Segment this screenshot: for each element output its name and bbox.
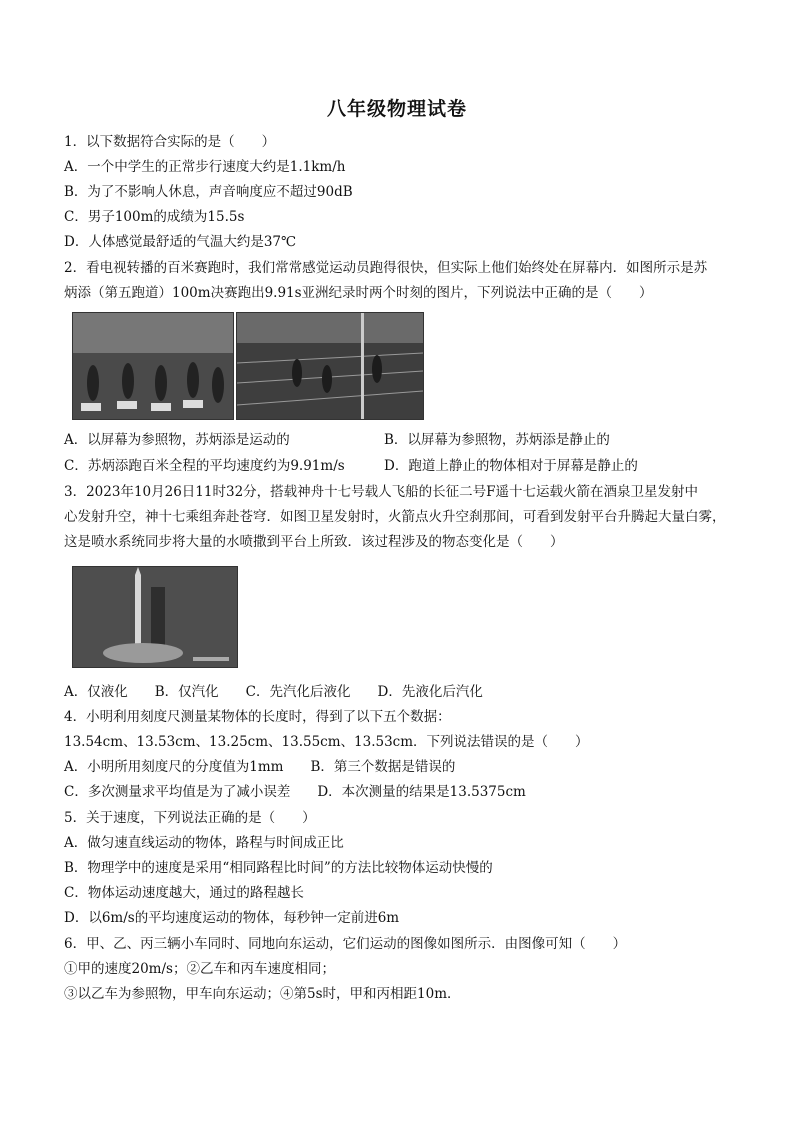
q4-options-cd: C．多次测量求平均值是为了减小误差 D．本次测量的结果是13.5375cm xyxy=(64,784,526,800)
q4-options-ab: A．小明所用刻度尺的分度值为1mm B．第三个数据是错误的 xyxy=(64,759,456,775)
sprint-photo-2 xyxy=(237,313,423,419)
q6-stem: 6．甲、乙、丙三辆小车同时、同地向东运动，它们运动的图像如图所示．由图像可知（ ） xyxy=(64,936,627,952)
exam-title: 八年级物理试卷 xyxy=(326,98,467,120)
q5-option-c: C．物体运动速度越大，通过的路程越长 xyxy=(64,885,304,901)
q5-option-a: A．做匀速直线运动的物体，路程与时间成正比 xyxy=(64,835,344,851)
q2-option-d: D．跑道上静止的物体相对于屏幕是静止的 xyxy=(384,458,638,474)
q2-photo-start xyxy=(72,312,234,420)
q4-stem-line2: 13.54cm、13.53cm、13.25cm、13.55cm、13.53cm．下列说法错误的是（ ） xyxy=(64,734,589,750)
q2-photo-finish xyxy=(236,312,424,420)
q3-stem-line2: 心发射升空，神十七乘组奔赴苍穹．如图卫星发射时，火箭点火升空刹那间，可看到发射平台升腾起大量白雾， xyxy=(64,509,726,525)
q2-stem-line2: 炳添（第五跑道）100m决赛跑出9.91s亚洲纪录时两个时刻的图片，下列说法中正确的是（ ） xyxy=(64,285,653,301)
q5-option-d: D．以6m/s的平均速度运动的物体，每秒钟一定前进6m xyxy=(64,910,400,926)
q2-option-a: A．以屏幕为参照物，苏炳添是运动的 xyxy=(64,432,290,448)
rocket-launch-photo xyxy=(73,567,237,667)
q5-option-b: B．物理学中的速度是采用“相同路程比时间”的方法比较物体运动快慢的 xyxy=(64,860,493,876)
q2-option-b: B．以屏幕为参照物，苏炳添是静止的 xyxy=(384,432,610,448)
q1-option-d: D．人体感觉最舒适的气温大约是37℃ xyxy=(64,234,297,250)
sprint-photo-1 xyxy=(73,313,233,419)
q2-option-c: C．苏炳添跑百米全程的平均速度约为9.91m/s xyxy=(64,458,345,474)
q1-option-b: B．为了不影响人休息，声音响度应不超过90dB xyxy=(64,184,353,200)
q4-stem-line1: 4．小明利用刻度尺测量某物体的长度时，得到了以下五个数据： xyxy=(64,709,451,725)
q3-stem-line1: 3．2023年10月26日11时32分，搭载神舟十七号载人飞船的长征二号F遥十七运载火箭在酒泉卫星发射中 xyxy=(64,484,699,500)
q6-statements-1-2: ①甲的速度20m/s；②乙车和丙车速度相同； xyxy=(64,961,335,977)
q3-photo-launch xyxy=(72,566,238,668)
q6-statements-3-4: ③以乙车为参照物，甲车向东运动；④第5s时，甲和丙相距10m． xyxy=(64,986,461,1002)
q3-options: A．仅液化 B．仅汽化 C．先汽化后液化 D．先液化后汽化 xyxy=(64,684,483,700)
q2-stem-line1: 2．看电视转播的百米赛跑时，我们常常感觉运动员跑得很快，但实际上他们始终处在屏幕内．如图所示是苏 xyxy=(64,260,708,276)
q1-stem: 1．以下数据符合实际的是（ ） xyxy=(64,134,276,150)
q1-option-a: A．一个中学生的正常步行速度大约是1.1km/h xyxy=(64,159,346,175)
q1-option-c: C．男子100m的成绩为15.5s xyxy=(64,209,245,225)
q5-stem: 5．关于速度，下列说法正确的是（ ） xyxy=(64,810,316,826)
q3-stem-line3: 这是喷水系统同步将大量的水喷撒到平台上所致．该过程涉及的物态变化是（ ） xyxy=(64,534,564,550)
